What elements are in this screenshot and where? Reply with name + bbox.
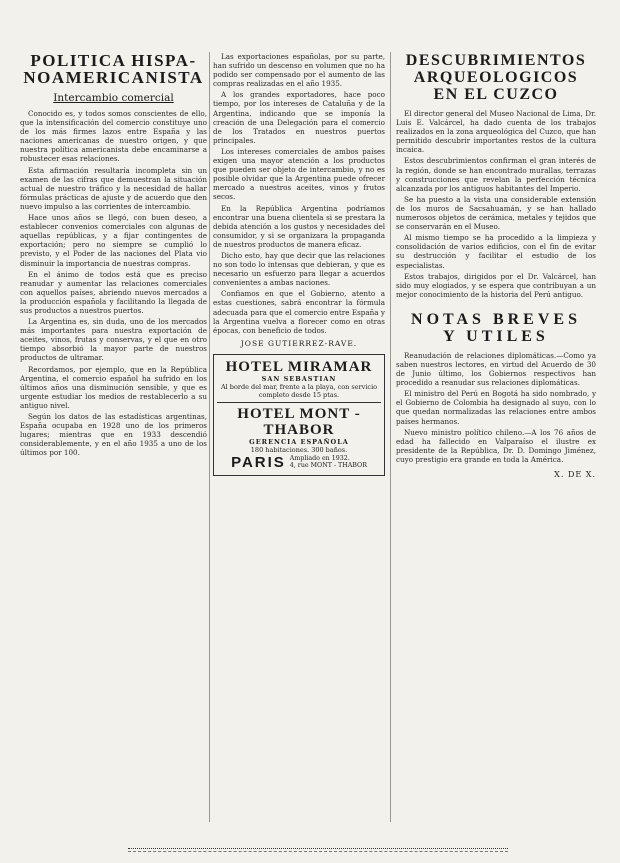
paragraph: La Argentina es, sin duda, uno de los mercados más importantes para nuestra exportación de aceites, vinos, frutas y conservas, y el que en otro tiempo absorbió la mayor parte de nuestros productos de ultramar. <box>20 317 207 363</box>
paragraph: En la República Argentina podríamos encontrar una buena clientela si se prestara la debida atención a los gustos y necesidades del consumidor, y si se organizara la propaganda de nuestros productos de manera eficaz. <box>213 203 385 249</box>
paragraph: Hace unos años se llegó, con buen deseo, a establecer convenios comerciales con algunas de aquellas repúblicas, y a fijar contingentes de exportación; pero no siempre se cumplió lo previsto, y el Poder de las naciones del Plata vio disminuir la importancia de nuestras compras. <box>20 213 207 268</box>
bottom-ornament-dots <box>128 851 508 852</box>
column-divider <box>209 52 210 822</box>
paragraph: Las exportaciones españolas, por su parte, han sufrido un descenso en volumen que no ha podido ser compensado por el aumento de las compras realizadas en el año 1935. <box>213 52 385 89</box>
paris-info <box>290 455 367 470</box>
headline-politica-line2: NOAMERICANISTA <box>23 68 204 87</box>
paragraph: Estos trabajos, dirigidos por el Dr. Valcárcel, han sido muy elogiados, y se espera que contribuyan a un mejor conocimiento de la historia del Perú antiguo. <box>396 271 596 299</box>
column-divider <box>390 52 391 822</box>
paragraph: Al mismo tiempo se ha procedido a la limpieza y consolidación de varios edificios, con el fin de evitar su destrucción y facilitar el estudio de los especialistas. <box>396 233 596 270</box>
hotel-miramar-description: Al borde del mar, frente a la playa, con servicio completo desde 15 ptas. <box>220 382 378 399</box>
headline-descubrimientos-line1: DESCUBRIMIENTOS <box>405 52 587 69</box>
paragraph: Confiamos en que el Gobierno, atento a estas cuestiones, sabrá encontrar la fórmula adecuada para que el comercio entre España y la Argentina vuelva a florecer como en otras épocas, con beneficio de todos. <box>213 289 385 335</box>
paris-info-line: Ampliado en 1932. <box>289 454 350 462</box>
hotel-mont-thabor-rooms: 180 habitaciones. 300 baños. <box>250 445 348 454</box>
paragraph: Estos descubrimientos confirman el gran interés de la región, donde se han encontrado murallas, terrazas y construcciones que revelan la perfección técnica alcanzada por los antiguos habitantes del Imperio. <box>396 156 596 193</box>
paragraph: Reanudación de relaciones diplomáticas.—Como ya saben nuestros lectores, en virtud del Acuerdo de 30 de Junio último, los Gobiernos respectivos han procedido a reanudar sus relaciones diplomáticas. <box>396 350 596 388</box>
hotel-mont-thabor-name: HOTEL MONT - THABOR <box>237 405 361 438</box>
paragraph: Se ha puesto a la vista una considerable extensión de los muros de Sacsahuamán, y se han hallado numerosos objetos de cerámica, metales y tejidos que se conservarán en el Museo. <box>396 194 596 232</box>
paragraph: Según los datos de las estadísticas argentinas, España ocupaba en 1928 uno de los primeros lugares; mientras que en 1933 descendió considerablemente, y en el año 1935 a uno de los últimos por 100. <box>20 412 207 458</box>
paragraph: A los grandes exportadores, hace poco tiempo, por los intereses de Cataluña y de la Argentina, indicando que se imponía la creación de una Delegación para el comercio de los Tratados en nuestros puertos principales. <box>213 90 385 145</box>
paragraph: Conocido es, y todos somos conscientes de ello, que la intensificación del comercio constituye uno de los más firmes lazos entre España y las naciones americanas de nuestro origen, y que nuestra política americanista debe encaminarse a robustecer esas relaciones. <box>20 109 207 164</box>
headline-descubrimientos-line3: EN EL CUZCO <box>433 86 559 103</box>
bottom-ornament-rule <box>128 848 508 849</box>
hotel-miramar-name: HOTEL MIRAMAR <box>225 358 373 375</box>
subhead-intercambio: Intercambio comercial <box>53 92 174 104</box>
paragraph: El director general del Museo Nacional de Lima, Dr. Luis E. Valcárcel, ha dado cuenta de los trabajos realizados en la zona arqueológica del Cuzco, que han permitido descubrir importantes restos de la cultura incaica. <box>396 109 596 155</box>
paris-row <box>217 454 381 471</box>
column-descubrimientos <box>396 52 596 485</box>
hotel-advertisement <box>213 354 385 476</box>
column-politica <box>20 52 207 459</box>
headline-descubrimientos-line2: ARQUEOLOGICOS <box>413 69 579 86</box>
paragraph: Esta afirmación resultaría incompleta sin un examen de las cifras que demuestran la situación actual de nuestro tráfico y la necesidad de hallar fórmulas prácticas de ajuste y de acuerdo que den nuevo impulso a las corrientes de intercambio. <box>20 165 207 211</box>
paragraph: Nuevo ministro político chileno.—A los 76 años de edad ha fallecido en Valparaíso el ilustre ex presidente de la República, Dr. D. Domingo Jiménez, cuyo prestigio era grande en toda la América. <box>396 427 596 464</box>
hotel-miramar-city: SAN SEBASTIAN <box>261 374 337 383</box>
paragraph: Recordamos, por ejemplo, que en la República Argentina, el comercio español ha sufrido en los últimos años una disminución sensible, y que es urgente estudiar los medios de restablecerlo a su antiguo nivel. <box>20 364 207 410</box>
headline-notas-line1: NOTAS BREVES <box>411 310 581 328</box>
signature-x-de-x: X. DE X. <box>554 470 596 479</box>
paragraph: Los intereses comerciales de ambos países exigen una mayor atención a los productos que pueden ser objeto de intercambio, y no es posible olvidar que la Argentina puede ofrecer mercado a nuestros aceites, vinos y frutos secos. <box>213 146 385 202</box>
headline-notas-line2: Y UTILES <box>443 327 549 345</box>
ad-divider <box>217 402 381 403</box>
column-middle <box>213 52 385 476</box>
hotel-mont-thabor-tag: GERENCIA ESPAÑOLA <box>249 437 349 446</box>
headline-politica-line1: POLITICA HISPA- <box>30 51 197 70</box>
paragraph: En el ánimo de todos está que es preciso reanudar y aumentar las relaciones comerciales con aquellos países, abriendo nuevos mercados a la producción española y facilitando la llegada de sus productos a nuestros puertos. <box>20 269 207 315</box>
paragraph: El ministro del Perú en Bogotá ha sido nombrado, y el Gobierno de Colombia ha designado al suyo, con lo que quedan normalizadas las relaciones entre ambos países hermanos. <box>396 389 596 426</box>
signature-gutierrez: JOSE GUTIERREZ-RAVE. <box>240 338 358 348</box>
paris-info-line: 4, rue MONT - THABOR <box>289 462 367 470</box>
paragraph: Dicho esto, hay que decir que las relaciones no son todo lo intensas que debieran, y que es necesario un esfuerzo para llegar a acuerdos convenientes a ambas naciones. <box>213 250 385 288</box>
paris-label: PARIS <box>231 453 286 471</box>
